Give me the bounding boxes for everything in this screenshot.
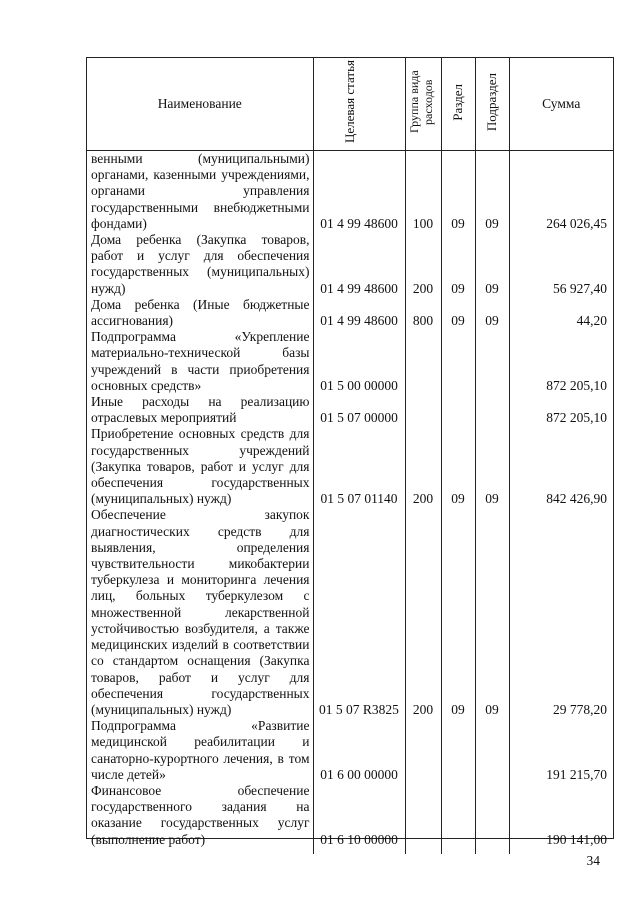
row-group [405,329,441,394]
row-name: Дома ребенка (Закупка товаров, работ и услуг для обеспечения государственных (муниципальных) нужд) [87,232,313,297]
row-sum: 190 141,00 [546,831,607,847]
header-group: Группа вида расходов [405,58,441,151]
row-name: Приобретение основных средств для государственных учреждений (Закупка товаров, работ и услуг для обеспечения государственных (муниципальных) нужд) [87,426,313,507]
row-name: Подпрограмма «Развитие медицинской реабилитации и санаторно-курортного лечения, в том числе детей» [87,718,313,783]
row-code: 01 5 07 01140 [313,426,405,507]
table-row [87,783,613,848]
row-code: 01 4 99 48600 [313,232,405,297]
row-subsection: 09 [475,151,509,233]
row-code: 01 5 07 00000 [313,394,405,426]
row-sum: 56 927,40 [553,280,607,296]
row-name: венными (муниципальными) органами, казенными учреждениями, органами управления государственными внебюджетными фондами) [87,151,313,233]
row-section: 09 [441,232,475,297]
row-subsection [475,783,509,848]
row-section: 09 [441,297,475,329]
table-row [87,297,613,329]
table-row [87,507,613,718]
row-code: 01 6 10 00000 [313,783,405,848]
row-subsection [475,394,509,426]
row-group: 200 [405,232,441,297]
row-sum: 44,20 [576,313,607,329]
row-name: Иные расходы на реализацию отраслевых мероприятий [87,394,313,426]
table-row [87,232,613,297]
row-section: 09 [441,507,475,718]
header-code: Целевая статья [313,58,405,151]
row-code: 01 4 99 48600 [313,151,405,233]
row-sum: 264 026,45 [546,215,607,231]
row-code: 01 6 00 00000 [313,718,405,783]
table-row [87,394,613,426]
row-subsection [475,718,509,783]
row-group: 200 [405,426,441,507]
row-group [405,394,441,426]
row-section [441,718,475,783]
row-name: Обеспечение закупок диагностических средств для выявления, определения чувствительности микобактерии туберкулеза и мониторинга лечения лиц, больных туберкулезом с множественной лекарственной устойчивостью возбудителя, а также медицинских изделий в соответствии со стандартом оснащения (Закупка товаров, работ и услуг для обеспечения государственных (муниципальных) нужд) [87,507,313,718]
row-sum: 191 215,70 [546,766,607,782]
row-code: 01 5 07 R3825 [313,507,405,718]
table-row [87,151,613,233]
row-section: 09 [441,426,475,507]
header-name: Наименование [87,58,313,151]
budget-table-frame [86,57,614,847]
row-group: 100 [405,151,441,233]
table-header-row [87,58,613,151]
row-section [441,329,475,394]
row-sum: 29 778,20 [553,701,607,717]
row-section: 09 [441,151,475,233]
row-group [405,718,441,783]
table-row [87,426,613,507]
table-row [87,329,613,394]
page-number: 34 [586,853,600,868]
row-subsection: 09 [475,426,509,507]
row-code: 01 4 99 48600 [313,297,405,329]
row-group: 800 [405,297,441,329]
header-sum: Сумма [509,58,613,151]
row-subsection: 09 [475,232,509,297]
budget-table [87,58,613,854]
row-name: Финансовое обеспечение государственного задания на оказание государственных услуг (выполнение работ) [87,783,313,848]
row-sum: 842 426,90 [546,491,607,507]
table-filler-row [87,848,613,854]
row-name: Дома ребенка (Иные бюджетные ассигнования) [87,297,313,329]
header-section: Раздел [441,58,475,151]
row-name: Подпрограмма «Укрепление материально-технической базы учреждений в части приобретения основных средств» [87,329,313,394]
row-subsection [475,329,509,394]
row-sum: 872 205,10 [546,410,607,426]
row-group: 200 [405,507,441,718]
row-code: 01 5 00 00000 [313,329,405,394]
row-group [405,783,441,848]
row-subsection: 09 [475,297,509,329]
row-section [441,783,475,848]
row-subsection: 09 [475,507,509,718]
row-sum: 872 205,10 [546,377,607,393]
row-section [441,394,475,426]
header-subsection: Подраздел [475,58,509,151]
table-row [87,718,613,783]
